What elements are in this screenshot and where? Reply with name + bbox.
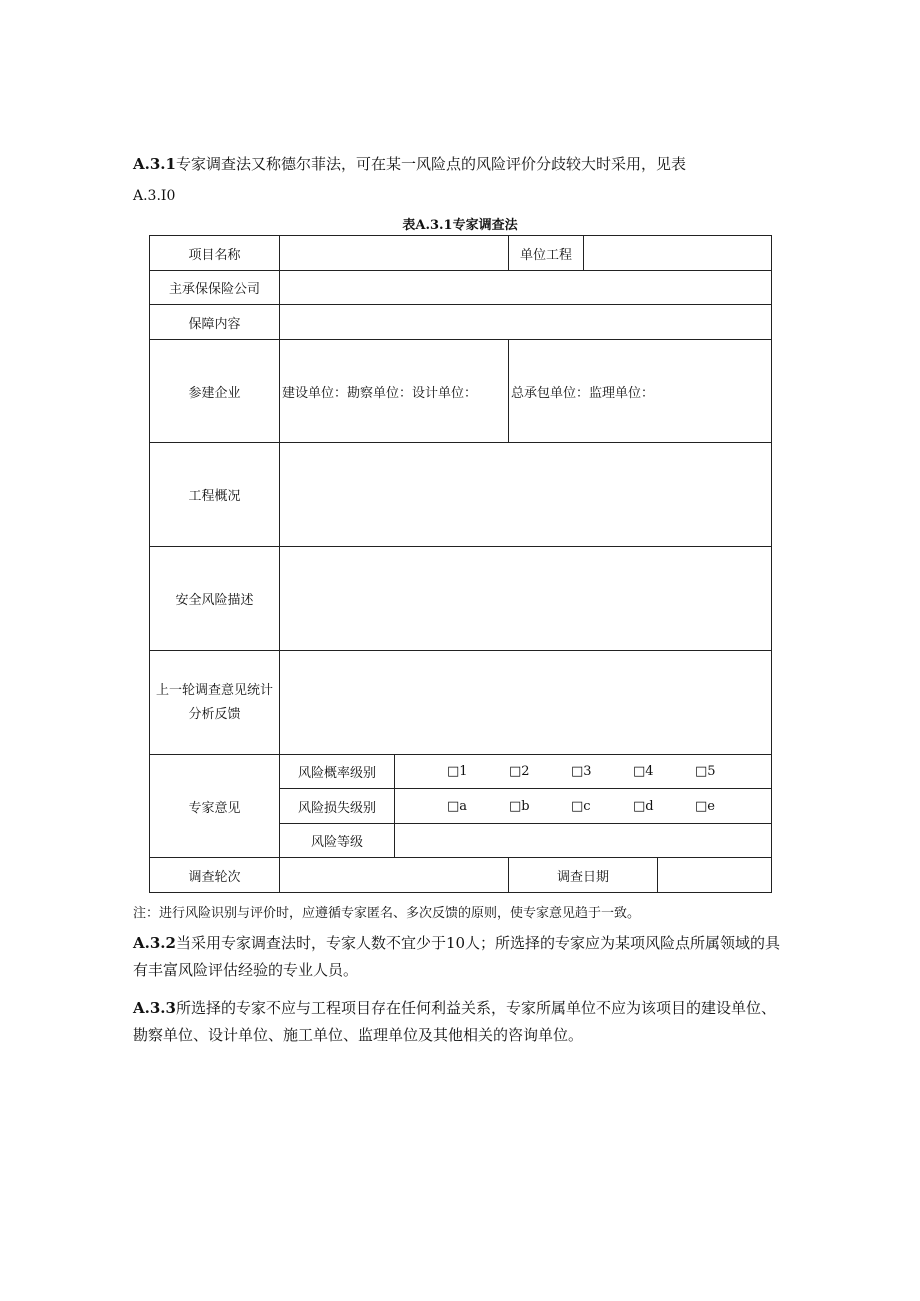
paragraph-a32 [133, 930, 788, 984]
label-unit-project: 单位工程 [509, 236, 584, 271]
label-participants: 参建企业 [150, 340, 280, 443]
probability-option[interactable]: □3 [571, 764, 592, 779]
coverage-field [280, 305, 772, 340]
probability-option[interactable]: □2 [509, 764, 530, 779]
table-note: 注：进行风险识别与评价时，应遵循专家匿名、多次反馈的原则，使专家意见趋于一致。 [133, 906, 641, 921]
clause-text: 当采用专家调查法时，专家人数不宜少于10人；所选择的专家应为某项风险点所属领域的具有丰富风险评估经验的专业人员。 [133, 934, 781, 979]
clause-number: A.3.2 [133, 934, 176, 952]
project-name-field [280, 236, 509, 271]
label-previous-feedback: 上一轮调查意见统计分析反馈 [150, 651, 280, 755]
overview-field [280, 443, 772, 547]
clause-text: 所选择的专家不应与工程项目存在任何利益关系，专家所属单位不应为该项目的建设单位、勘察单位、设计单位、施工单位、监理单位及其他相关的咨询单位。 [133, 999, 776, 1044]
paragraph-a31 [133, 151, 788, 178]
previous-feedback-field [280, 651, 772, 755]
label-insurer: 主承保保险公司 [150, 271, 280, 305]
loss-option[interactable]: □d [633, 798, 654, 814]
label-coverage: 保障内容 [150, 305, 280, 340]
table-caption: 表A.3.1专家调查法 [402, 218, 518, 233]
survey-round-field [280, 858, 509, 893]
loss-option[interactable]: □a [447, 798, 468, 814]
label-risk-grade: 风险等级 [280, 824, 395, 858]
paragraph-a33 [133, 995, 788, 1049]
clause-number: A.3.3 [133, 999, 176, 1017]
insurer-field [280, 271, 772, 305]
label-overview: 工程概况 [150, 443, 280, 547]
probability-option[interactable]: □5 [695, 764, 716, 779]
probability-option[interactable]: □4 [633, 764, 654, 779]
label-loss-level: 风险损失级别 [280, 789, 395, 824]
label-expert-opinion: 专家意见 [150, 755, 280, 858]
loss-option[interactable]: □b [509, 798, 530, 814]
probability-option[interactable]: □1 [447, 764, 468, 779]
loss-option[interactable]: □c [571, 798, 591, 814]
participants-left: 建设单位：勘察单位：设计单位： [280, 340, 509, 443]
label-survey-date: 调查日期 [509, 858, 658, 893]
unit-project-field [584, 236, 772, 271]
loss-option[interactable]: □e [695, 798, 715, 814]
expert-survey-table [149, 235, 772, 893]
loss-options [395, 789, 772, 824]
paragraph-a31-tail: A.3.I0 [133, 188, 176, 204]
label-survey-round: 调查轮次 [150, 858, 280, 893]
probability-options [395, 755, 772, 789]
clause-number: A.3.1 [133, 155, 176, 173]
survey-date-field [658, 858, 772, 893]
label-project-name: 项目名称 [150, 236, 280, 271]
risk-description-field [280, 547, 772, 651]
label-risk-description: 安全风险描述 [150, 547, 280, 651]
clause-text: 专家调查法又称德尔菲法，可在某一风险点的风险评价分歧较大时采用，见表 [175, 155, 686, 173]
risk-grade-field [395, 824, 772, 858]
label-probability-level: 风险概率级别 [280, 755, 395, 789]
participants-right: 总承包单位：监理单位： [509, 340, 772, 443]
